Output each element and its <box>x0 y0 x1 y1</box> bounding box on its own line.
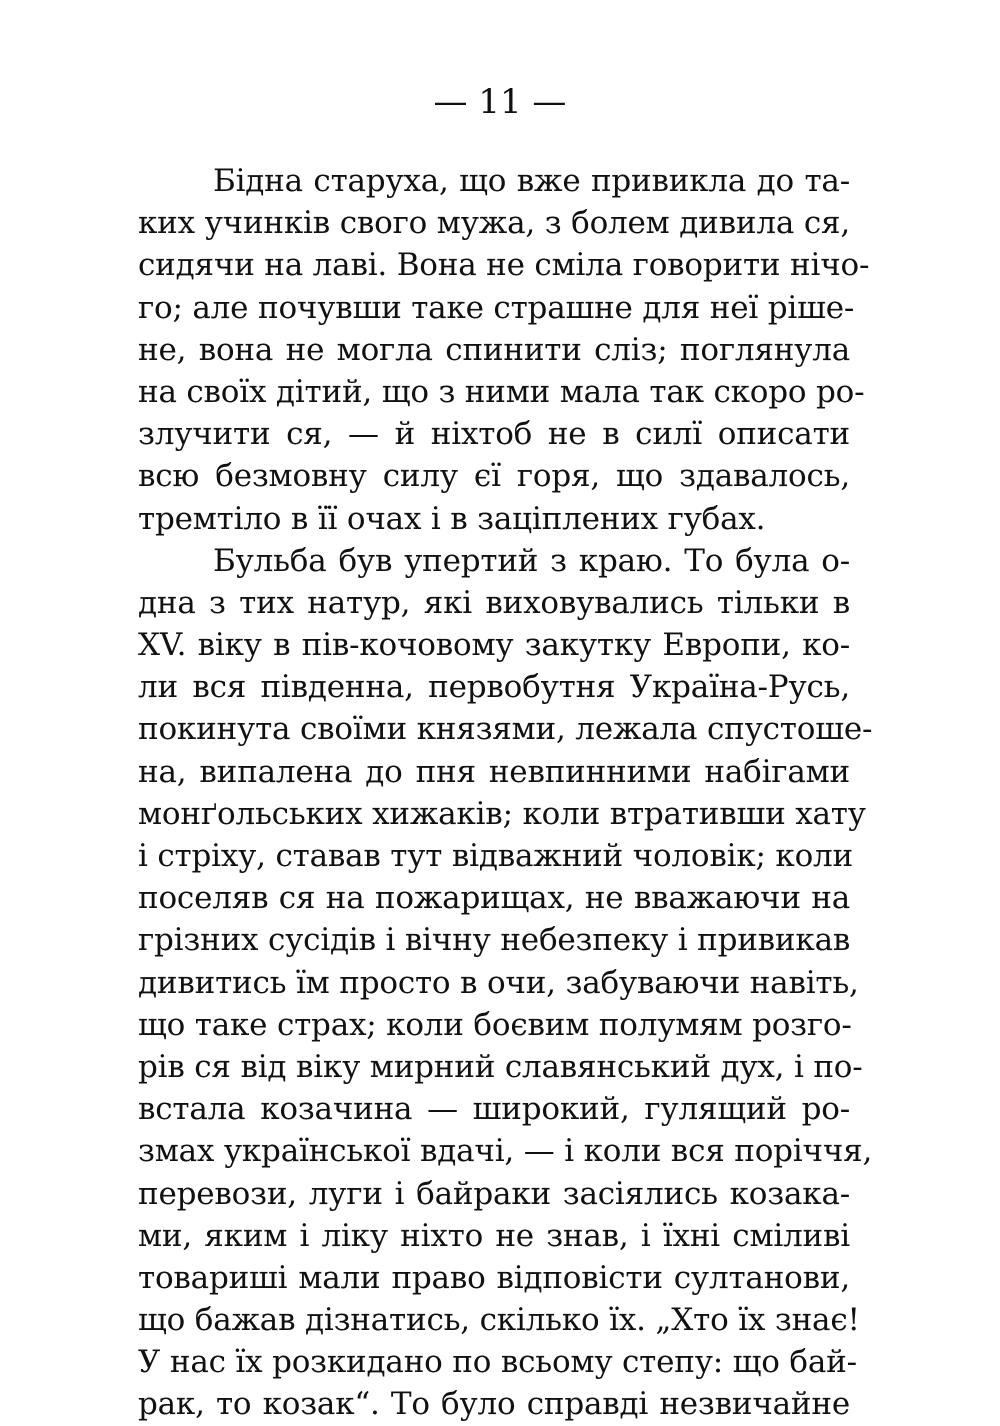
paragraph-2-line: дивитись їм просто в очи, забуваючи навіть, <box>138 964 859 1001</box>
paragraph-2-line: перевози, луги і байраки засіялись козака- <box>138 1175 850 1212</box>
paragraph-2-line: рів ся від віку мирний славянський дух, і по- <box>138 1048 863 1085</box>
paragraph-2-line: встала козачина — широкий, гулящий ро- <box>138 1091 850 1128</box>
paragraph-1-line: злучити ся, — й ніхтоб не в силї описати <box>138 416 850 453</box>
paragraph-2-line: покинута своїми князями, лежала спустоше- <box>138 711 873 748</box>
paragraph-2-line: дна з тих натур, які виховувались тільки в <box>138 584 850 621</box>
paragraph-2-line: рак, то козак“. То було справді незвичайне <box>138 1386 850 1423</box>
paragraph-2-line: на, випалена до пня невпинними набігами <box>138 753 850 790</box>
paragraph-1-line: всю безмовну силу єї горя, що здавалось, <box>138 458 850 495</box>
body-text <box>138 160 873 1426</box>
paragraph-2-line: монґольських хижаків; коли втративши хату <box>138 795 866 832</box>
paragraph-1-line: сидячи на лаві. Вона не сміла говорити нічо- <box>138 247 870 284</box>
paragraph-2-line: товариші мали право відповісти султанови, <box>138 1259 850 1296</box>
paragraph-2-line: що бажав дізнатись, скілько їх. „Хто їх знає! <box>138 1302 860 1339</box>
paragraph-2-line: XV. віку в пів-кочовому закутку Европи, ко- <box>138 627 850 664</box>
paragraph-2-line: що таке страх; коли боєвим полумям розго- <box>138 1006 852 1043</box>
page-number: — 11 — <box>433 82 567 122</box>
paragraph-1-line: тремтіло в її очах і в заціплених губах. <box>138 500 766 537</box>
paragraph-2-line: змах української вдачі, — і коли вся поріччя, <box>138 1133 873 1170</box>
paragraph-1-line: го; але почувши таке страшне для неї ріше- <box>138 289 855 326</box>
paragraph-1-line: Бідна старуха, що вже привикла до та- <box>213 163 850 199</box>
paragraph-2-line: ми, яким і ліку ніхто не знав, і їхні сміливі <box>138 1217 850 1254</box>
paragraph-1-line: на своїх дітий, що з ними мала так скоро ро- <box>138 373 865 410</box>
paragraph-2-line: Бульба був упертий з краю. То була о- <box>213 542 850 579</box>
paragraph-2-line: грізних сусідів і вічну небезпеку і привикав <box>138 922 851 959</box>
paragraph-1-line: ких учинків свого мужа, з болем дивила ся, <box>138 205 850 242</box>
paragraph-2-line: У нас їх розкидано по всьому степу: що бай- <box>138 1344 857 1381</box>
paragraph-2-line: ли вся південна, первобутня Україна-Русь, <box>138 669 850 706</box>
paragraph-1-line: не, вона не могла спинити сліз; поглянула <box>138 331 850 368</box>
paragraph-2-line: поселяв ся на пожарищах, не вважаючи на <box>138 880 850 917</box>
paragraph-2-line: і стріху, ставав тут відважний чоловік; коли <box>138 838 853 874</box>
